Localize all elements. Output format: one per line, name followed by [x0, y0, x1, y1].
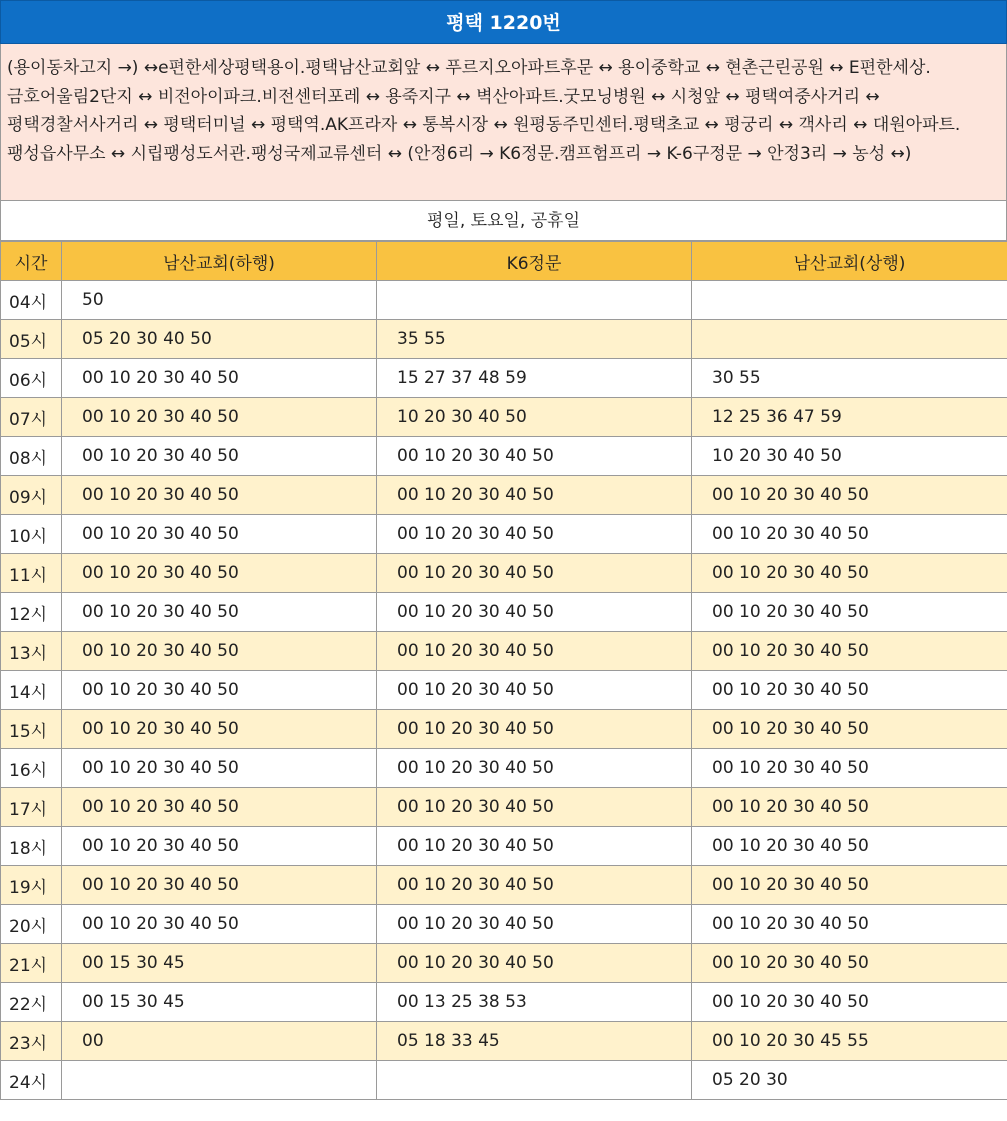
- table-row: [1, 944, 1007, 983]
- route-stops: (용이동차고지 →) ↔e편한세상평택용이.평택남산교회앞 ↔ 푸르지오아파트후문 ↔ 용이중학교 ↔ 현촌근린공원 ↔ E편한세상.금호어울림2단지 ↔ 비전아이파크.비전센터포레 ↔ 용죽지구 ↔ 벽산아파트.굿모닝병원 ↔ 시청앞 ↔ 평택여중사거리 ↔ 평택경찰서사거리 ↔ 평택터미널 ↔ 평택역.AK프라자 ↔ 통복시장 ↔ 원평동주민센터.평택초교 ↔ 평궁리 ↔ 객사리 ↔ 대원아파트.팽성읍사무소 ↔ 시립팽성도서관.팽성국제교류센터 ↔ (안정6리 → K6정문.캠프험프리 → K-6구정문 → 안정3리 → 농성 ↔): [0, 44, 1007, 201]
- namsan-up-times: 00 10 20 30 40 50: [692, 671, 1007, 710]
- namsan-down-times: 00 10 20 30 40 50: [62, 437, 377, 476]
- k6-gate-times: 00 10 20 30 40 50: [377, 866, 692, 905]
- hour-cell: 20시: [1, 905, 62, 944]
- namsan-down-times: 00 10 20 30 40 50: [62, 671, 377, 710]
- namsan-up-times: 00 10 20 30 40 50: [692, 632, 1007, 671]
- namsan-down-times: 00 10 20 30 40 50: [62, 749, 377, 788]
- hour-cell: 10시: [1, 515, 62, 554]
- table-row: [1, 515, 1007, 554]
- namsan-up-times: 00 10 20 30 40 50: [692, 905, 1007, 944]
- namsan-down-times: 00 10 20 30 40 50: [62, 398, 377, 437]
- namsan-down-times: 00 10 20 30 40 50: [62, 476, 377, 515]
- namsan-down-times: 00 10 20 30 40 50: [62, 593, 377, 632]
- namsan-down-times: 00 10 20 30 40 50: [62, 788, 377, 827]
- hour-cell: 11시: [1, 554, 62, 593]
- k6-gate-times: 00 10 20 30 40 50: [377, 632, 692, 671]
- hour-cell: 18시: [1, 827, 62, 866]
- namsan-down-times: 00 15 30 45: [62, 944, 377, 983]
- table-row: [1, 710, 1007, 749]
- namsan-down-times: 50: [62, 281, 377, 320]
- k6-gate-times: 00 10 20 30 40 50: [377, 788, 692, 827]
- k6-gate-times: 35 55: [377, 320, 692, 359]
- k6-gate-times: 00 10 20 30 40 50: [377, 476, 692, 515]
- k6-gate-times: 10 20 30 40 50: [377, 398, 692, 437]
- namsan-down-times: 05 20 30 40 50: [62, 320, 377, 359]
- namsan-up-times: 10 20 30 40 50: [692, 437, 1007, 476]
- k6-gate-times: 00 10 20 30 40 50: [377, 515, 692, 554]
- hour-cell: 21시: [1, 944, 62, 983]
- header-k6-gate: K6정문: [377, 242, 692, 281]
- namsan-up-times: 30 55: [692, 359, 1007, 398]
- hour-cell: 12시: [1, 593, 62, 632]
- k6-gate-times: 05 18 33 45: [377, 1022, 692, 1061]
- namsan-up-times: 05 20 30: [692, 1061, 1007, 1100]
- namsan-up-times: 00 10 20 30 45 55: [692, 1022, 1007, 1061]
- hour-cell: 04시: [1, 281, 62, 320]
- namsan-down-times: 00 10 20 30 40 50: [62, 359, 377, 398]
- hour-cell: 09시: [1, 476, 62, 515]
- table-row: [1, 593, 1007, 632]
- hour-cell: 13시: [1, 632, 62, 671]
- header-hour: 시간: [1, 242, 62, 281]
- hour-cell: 19시: [1, 866, 62, 905]
- header-row: [1, 242, 1007, 281]
- hour-cell: 14시: [1, 671, 62, 710]
- k6-gate-times: 00 10 20 30 40 50: [377, 905, 692, 944]
- namsan-up-times: 00 10 20 30 40 50: [692, 983, 1007, 1022]
- namsan-down-times: 00 10 20 30 40 50: [62, 866, 377, 905]
- namsan-down-times: 00: [62, 1022, 377, 1061]
- namsan-down-times: 00 10 20 30 40 50: [62, 632, 377, 671]
- hour-cell: 23시: [1, 1022, 62, 1061]
- table-row: [1, 632, 1007, 671]
- table-row: [1, 359, 1007, 398]
- namsan-up-times: 00 10 20 30 40 50: [692, 788, 1007, 827]
- table-row: [1, 827, 1007, 866]
- k6-gate-times: 00 10 20 30 40 50: [377, 710, 692, 749]
- timetable: [0, 241, 1007, 1100]
- k6-gate-times: [377, 1061, 692, 1100]
- table-row: [1, 476, 1007, 515]
- namsan-down-times: 00 10 20 30 40 50: [62, 515, 377, 554]
- hour-cell: 24시: [1, 1061, 62, 1100]
- table-row: [1, 281, 1007, 320]
- table-row: [1, 398, 1007, 437]
- table-row: [1, 983, 1007, 1022]
- namsan-up-times: 00 10 20 30 40 50: [692, 827, 1007, 866]
- table-row: [1, 554, 1007, 593]
- timetable-body: [1, 281, 1007, 1100]
- namsan-down-times: 00 10 20 30 40 50: [62, 710, 377, 749]
- table-row: [1, 1061, 1007, 1100]
- route-title: 평택 1220번: [0, 0, 1007, 44]
- table-row: [1, 1022, 1007, 1061]
- k6-gate-times: 00 10 20 30 40 50: [377, 749, 692, 788]
- hour-cell: 05시: [1, 320, 62, 359]
- k6-gate-times: 00 10 20 30 40 50: [377, 437, 692, 476]
- namsan-down-times: 00 15 30 45: [62, 983, 377, 1022]
- table-row: [1, 749, 1007, 788]
- table-row: [1, 320, 1007, 359]
- k6-gate-times: 00 10 20 30 40 50: [377, 944, 692, 983]
- hour-cell: 16시: [1, 749, 62, 788]
- k6-gate-times: 00 10 20 30 40 50: [377, 671, 692, 710]
- namsan-up-times: 00 10 20 30 40 50: [692, 554, 1007, 593]
- hour-cell: 15시: [1, 710, 62, 749]
- namsan-down-times: 00 10 20 30 40 50: [62, 554, 377, 593]
- header-namsan-up: 남산교회(상행): [692, 242, 1007, 281]
- hour-cell: 06시: [1, 359, 62, 398]
- namsan-up-times: 00 10 20 30 40 50: [692, 944, 1007, 983]
- namsan-up-times: 00 10 20 30 40 50: [692, 515, 1007, 554]
- namsan-up-times: 12 25 36 47 59: [692, 398, 1007, 437]
- table-row: [1, 437, 1007, 476]
- namsan-up-times: 00 10 20 30 40 50: [692, 593, 1007, 632]
- hour-cell: 22시: [1, 983, 62, 1022]
- hour-cell: 08시: [1, 437, 62, 476]
- table-row: [1, 671, 1007, 710]
- k6-gate-times: 00 10 20 30 40 50: [377, 554, 692, 593]
- service-days: 평일, 토요일, 공휴일: [0, 201, 1007, 241]
- namsan-down-times: [62, 1061, 377, 1100]
- k6-gate-times: 00 10 20 30 40 50: [377, 827, 692, 866]
- namsan-up-times: 00 10 20 30 40 50: [692, 476, 1007, 515]
- namsan-up-times: [692, 281, 1007, 320]
- k6-gate-times: [377, 281, 692, 320]
- namsan-up-times: 00 10 20 30 40 50: [692, 710, 1007, 749]
- hour-cell: 17시: [1, 788, 62, 827]
- hour-cell: 07시: [1, 398, 62, 437]
- namsan-up-times: 00 10 20 30 40 50: [692, 866, 1007, 905]
- namsan-up-times: [692, 320, 1007, 359]
- k6-gate-times: 00 13 25 38 53: [377, 983, 692, 1022]
- table-row: [1, 788, 1007, 827]
- k6-gate-times: 15 27 37 48 59: [377, 359, 692, 398]
- namsan-down-times: 00 10 20 30 40 50: [62, 827, 377, 866]
- namsan-down-times: 00 10 20 30 40 50: [62, 905, 377, 944]
- header-namsan-down: 남산교회(하행): [62, 242, 377, 281]
- table-row: [1, 866, 1007, 905]
- namsan-up-times: 00 10 20 30 40 50: [692, 749, 1007, 788]
- k6-gate-times: 00 10 20 30 40 50: [377, 593, 692, 632]
- table-row: [1, 905, 1007, 944]
